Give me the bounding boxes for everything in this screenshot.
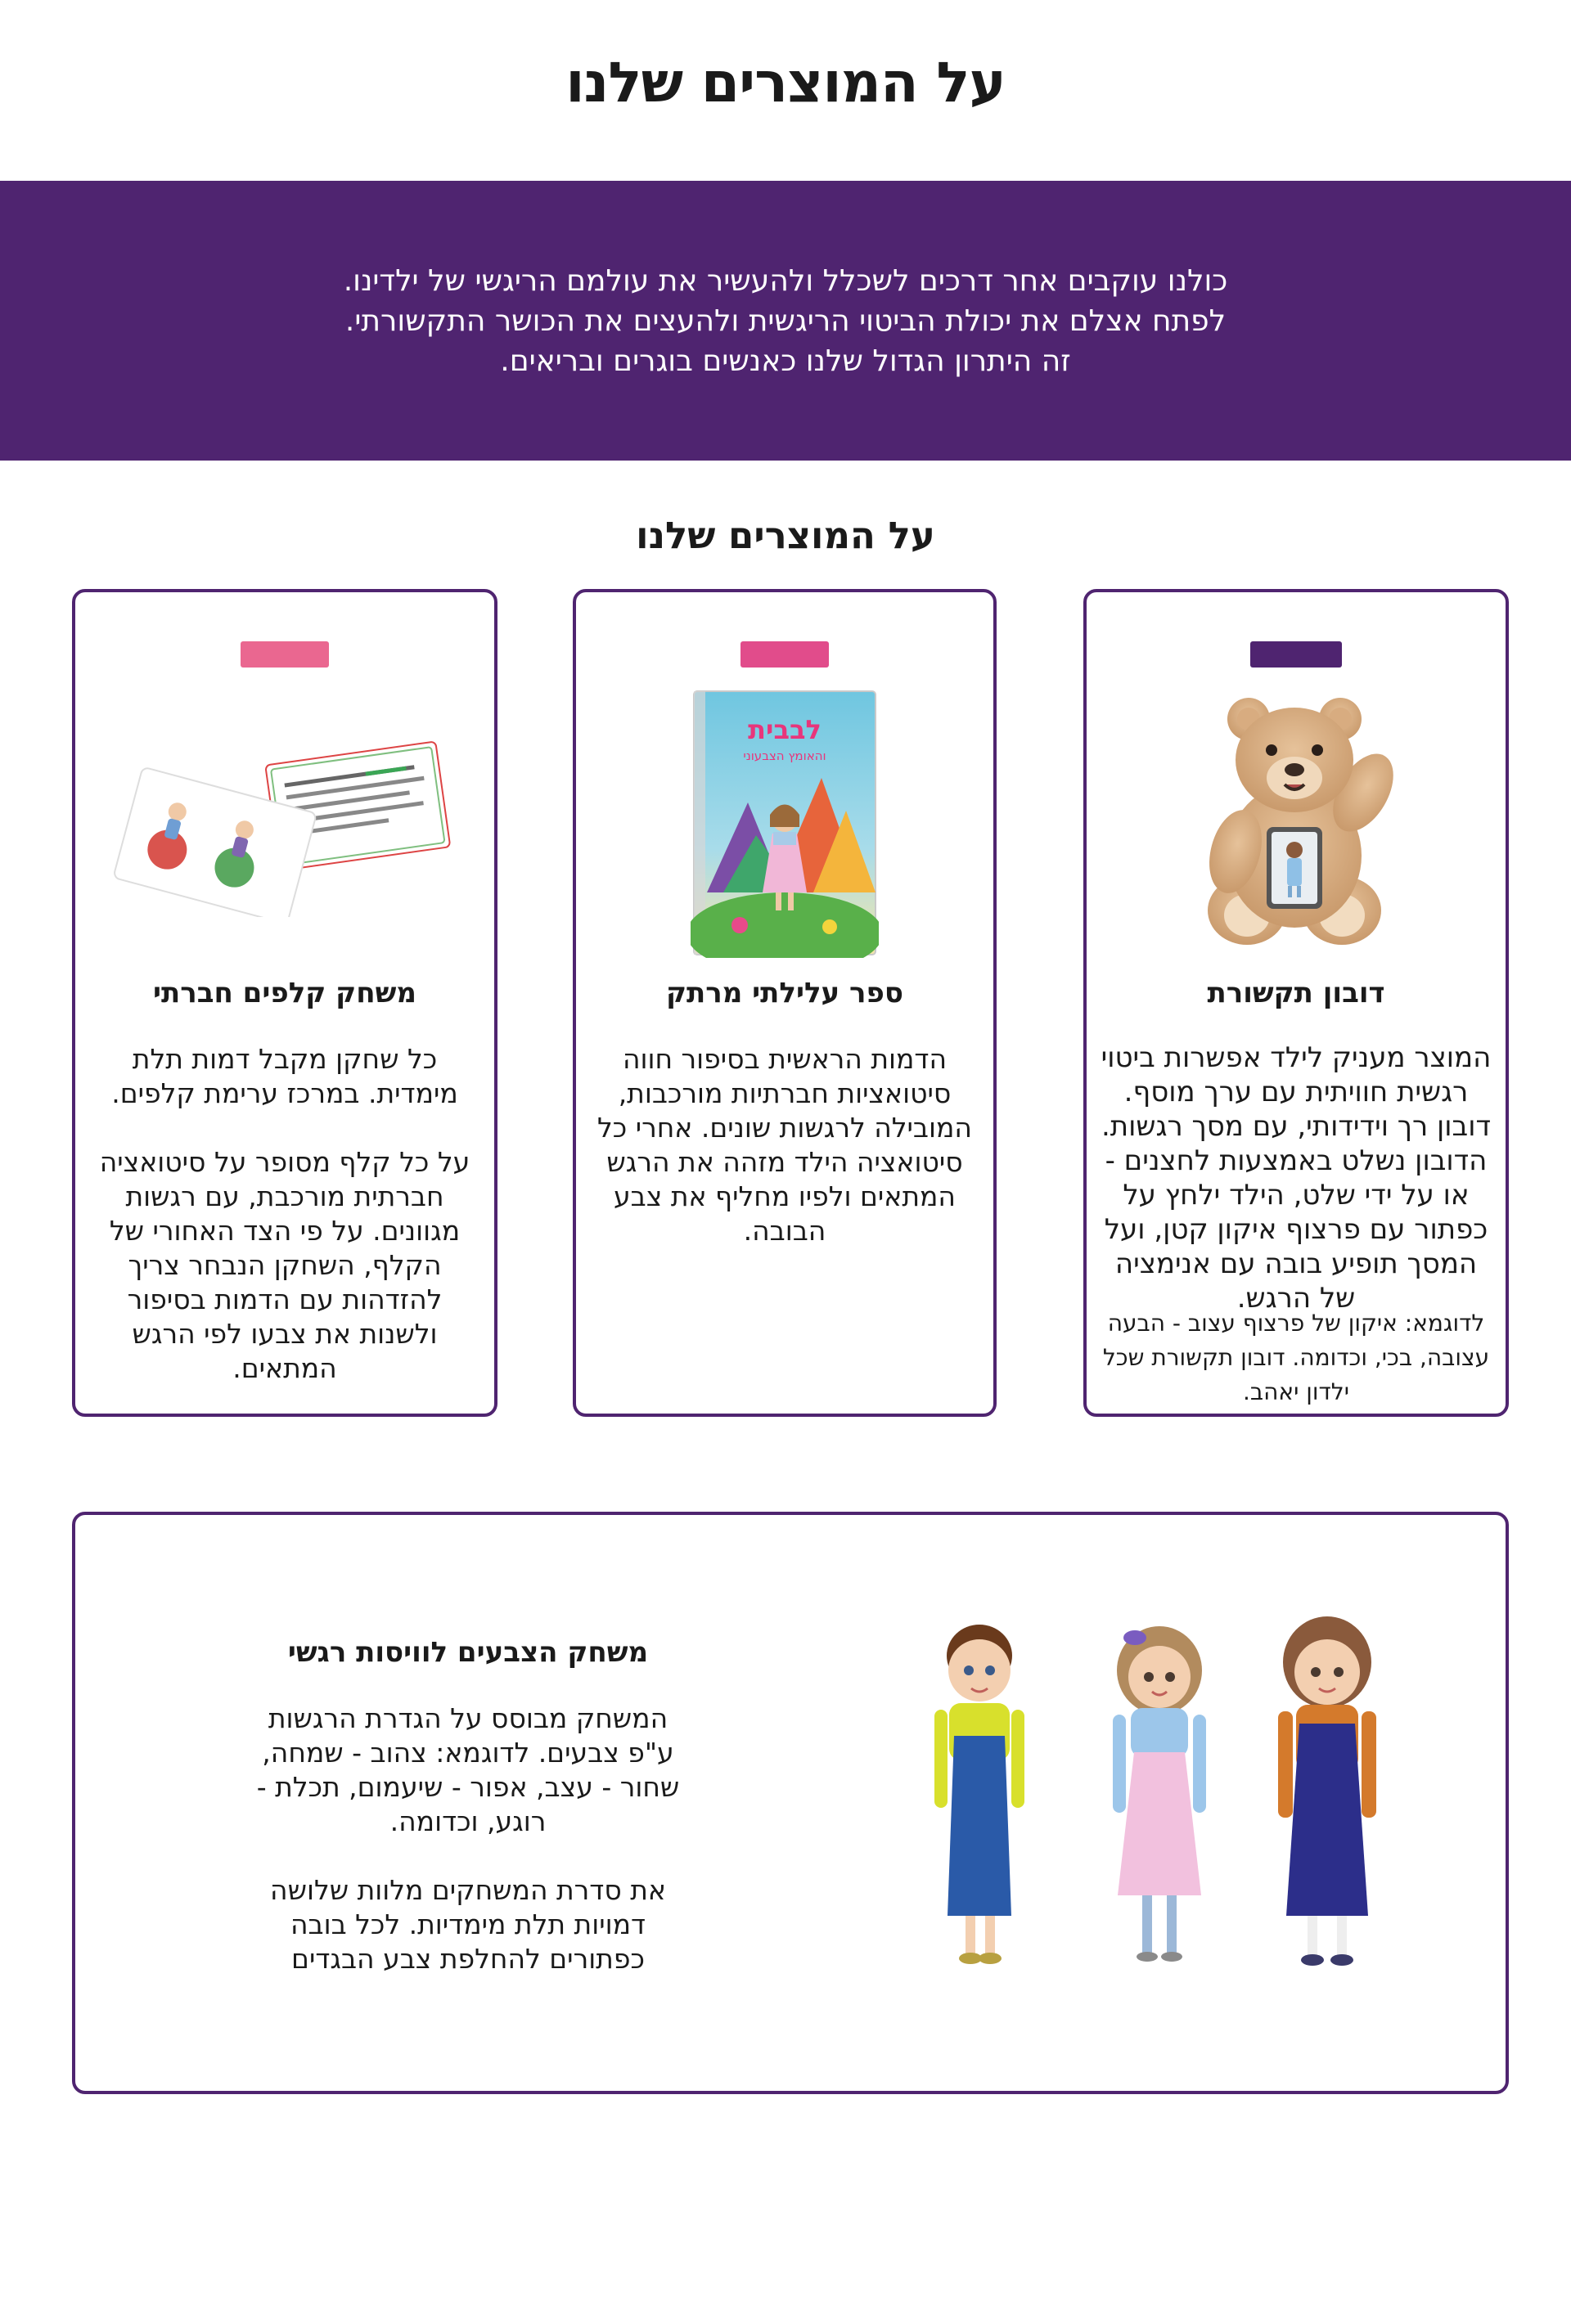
colors-game-card <box>72 1512 1509 2094</box>
card-description: המוצר מעניק לילד אפשרות ביטוי רגשית חוויתית עם ערך מוסף. דובון רך וידידותי, עם מסך רגשות. הדובון נשלט באמצעות לחצנים - או על ידי שלט, הילד ילחץ על כפתור עם פרצוף איקון קטן, ועל המסך תופיע בובה עם אנימציה של הרגש. <box>1101 1041 1492 1315</box>
doll-figure <box>934 1625 1024 1964</box>
hero-line: כולנו עוקבים אחר דרכים לשכלל ולהעשיר את עולמם הריגשי של ילדינו. <box>343 263 1228 298</box>
colors-game-description <box>255 1701 681 1976</box>
product-card-cardgame <box>72 589 497 1417</box>
section-title: על המוצרים שלנו <box>636 514 935 557</box>
card-title: משחק קלפים חברתי <box>153 977 416 1009</box>
colors-game-paragraph: את סדרת המשחקים מלוות שלושה דמויות תלת מימדיות. לכל בובה כפתורים להחלפת צבע הבגדים <box>270 1874 666 1975</box>
cards-image <box>75 692 494 954</box>
card-description: הדמות הראשית בסיפור חווה סיטואציות חברתיות מורכבות, המובילה לרגשות שונים. אחרי כל סיטואציה הילד מזהה את הרגש המתאים ולפיו מחליף את צבע הבובה. <box>597 1043 972 1247</box>
colors-game-paragraph: המשחק מבוסס על הגדרת הרגשות ע"פ צבעים. לדוגמא: צהוב - שמחה, שחור - עצב, אפור - שיעמום, תכלת - רוגע, וכדומה. <box>256 1702 680 1837</box>
card-paragraph: כל שחקן מקבל דמות תלת מימדית. במרכז ערימת קלפים. <box>111 1043 458 1109</box>
color-tag <box>241 641 329 668</box>
teddy-bear-icon <box>1190 696 1402 950</box>
hero-banner <box>0 181 1571 461</box>
hero-line: לפתח אצלם את יכולת הביטוי הריגשית ולהעצים את הכושר התקשורתי. <box>344 303 1227 338</box>
colors-game-title: משחק הצבעים לוויסות רגשי <box>287 1636 649 1669</box>
doll-figure <box>1113 1626 1206 1962</box>
card-note: לדוגמא: איקון של פרצוף עצוב - הבעה עצובה, בכי, וכדומה. דובון תקשורת שכל ילדון יאהב. <box>1102 1310 1490 1405</box>
card-title: דובון תקשורת <box>1207 977 1385 1009</box>
card-description <box>88 1042 481 1386</box>
page-title: על המוצרים שלנו <box>565 51 1006 115</box>
book-cover-subtitle: והאומץ הצבעוני <box>743 748 826 763</box>
teddy-bear-image <box>1087 692 1506 954</box>
hero-text <box>344 261 1228 381</box>
card-title: ספר עלילתי מרתק <box>666 977 903 1009</box>
book-icon <box>691 688 879 958</box>
product-card-teddy <box>1083 589 1509 1417</box>
product-card-book <box>573 589 997 1417</box>
book-cover-image <box>576 692 993 954</box>
hero-line: זה היתרון הגדול שלנו כאנשים בוגרים ובריאים. <box>500 344 1071 378</box>
card-paragraph: על כל קלף מסופר על סיטואציה חברתית מורכבת, עם רגשות מגוונים. על פי הצד האחורי של הקלף, השחקן הנבחר צריך להזדהות עם הדמות בסיפור ולשנות את צבעו לפי הרגש המתאים. <box>99 1146 470 1384</box>
book-cover-title: לבבית <box>748 714 822 745</box>
playing-cards-icon <box>109 729 461 917</box>
color-tag <box>1250 641 1342 668</box>
dolls-image <box>844 1613 1434 1981</box>
dolls-icon <box>844 1613 1434 1981</box>
colors-game-text <box>255 1636 681 1976</box>
color-tag <box>740 641 829 668</box>
doll-figure <box>1278 1616 1376 1966</box>
